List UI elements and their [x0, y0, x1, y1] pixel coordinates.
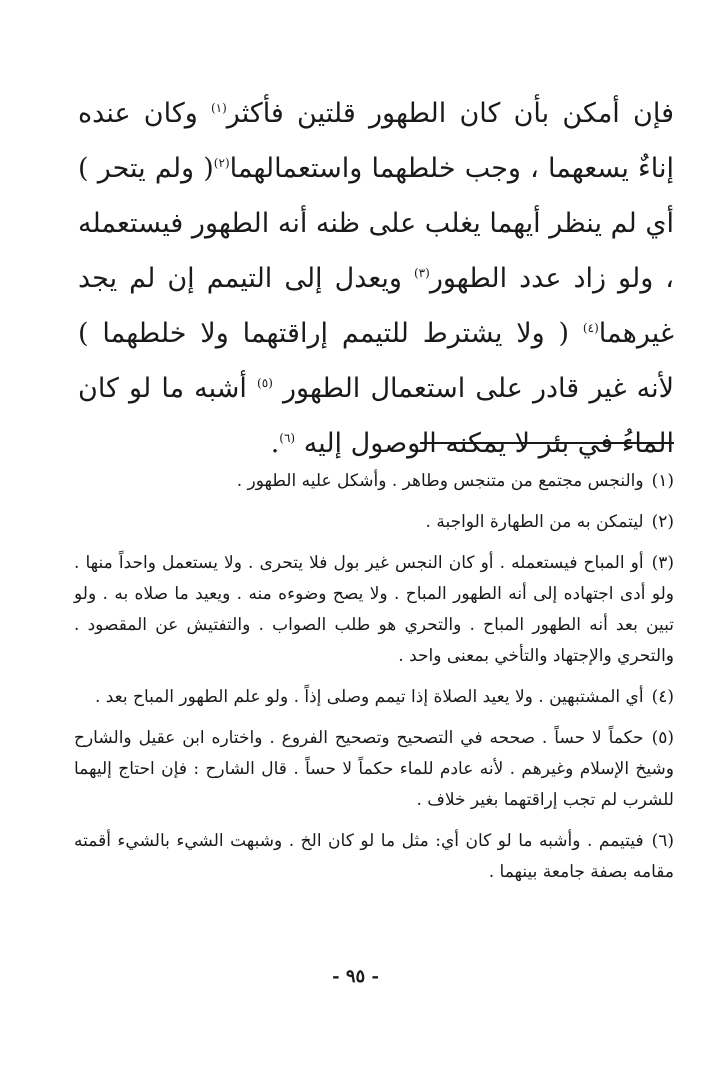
main-text-segment: فإن أمكن بأن كان الطهور قلتين فأكثر [226, 98, 674, 129]
main-text-segment: وكان عنده إناءٌ يسعهما ، وجب خلطهما واستعمالهما [78, 98, 674, 184]
footnote-reference[interactable]: (٣) [413, 266, 430, 280]
main-text-segment: ( ولا يشترط للتيمم إراقتهما ولا خلطهما ) لأنه غير قادر على استعمال الطهور [78, 318, 675, 404]
footnote-text: ليتمكن به من الطهارة الواجبة . [425, 512, 644, 532]
footnote [74, 682, 674, 713]
footnote-number: (٣) [651, 553, 674, 573]
footnote-text: أي المشتبهين . ولا يعيد الصلاة إذا تيمم وصلى إذاً . ولو علم الطهور المباح بعد . [94, 687, 644, 707]
page-number: - ٩٥ - [332, 966, 379, 987]
footnote-text: حكماً لا حساً . صححه في التصحيح وتصحيح الفروع . واختاره ابن عقيل والشارح وشيخ الإسلام وغيرهم . لأنه عادم للماء حكماً لا حساً . قال الشارح : فإن احتاج إليهما للشرب لم تجب إراقتهما بغير خلاف . [74, 728, 674, 810]
footnote-text: فيتيمم . وأشبه ما لو كان أي: مثل ما لو كان الخ . وشبهت الشيء بالشيء أقمته مقامه بصفة جامعة بينهما . [74, 831, 674, 882]
footnote-reference[interactable]: (٦) [279, 431, 296, 445]
footnote [74, 507, 674, 538]
footnote-reference[interactable]: (٢) [213, 156, 230, 170]
footnote [74, 826, 674, 888]
footnote-number: (٥) [651, 728, 674, 748]
footnote-number: (١) [651, 471, 674, 491]
main-text-body [78, 86, 674, 471]
footnote [74, 723, 674, 816]
footnote-reference[interactable]: (١) [210, 101, 227, 115]
main-text-segment: أشبه ما لو كان الماءُ في بئر لا يمكنه الوصول إليه [78, 373, 674, 459]
footnote-reference[interactable]: (٥) [257, 376, 273, 390]
footnote-number: (٤) [651, 687, 674, 707]
main-text-segment: . [270, 428, 280, 459]
footnote-number: (٦) [651, 831, 674, 851]
main-paragraph [78, 86, 674, 471]
main-text-segment: ويعدل إلى التيمم إن لم يجد غيرهما [78, 263, 674, 349]
footnote-separator [420, 442, 674, 444]
footnote [74, 466, 674, 497]
footnote [74, 548, 674, 672]
footnote-reference[interactable]: (٤) [582, 321, 599, 335]
footnote-text: أو المباح فيستعمله . أو كان النجس غير بول فلا يتحرى . ولا يستعمل واحداً منها . ولو أدى اجتهاده إلى أنه الطهور المباح . ولا يصح وضوءه منه . ويعيد ما صلاه به . ولو تبين بعد أنه الطهور المباح . والتحري هو طلب الصواب . والتفتيش عن المقصود . والتحري والإجتهاد والتأخي بمعنى واحد . [74, 553, 674, 666]
footnote-text: والنجس مجتمع من متنجس وطاهر . وأشكل عليه الطهور . [236, 471, 644, 491]
footnotes-section [74, 466, 674, 898]
main-text-segment: ( ولم يتحر ) أي لم ينظر أيهما يغلب على ظنه أنه الطهور فيستعمله ، ولو زاد عدد الطهور [78, 153, 675, 294]
footnote-number: (٢) [651, 512, 674, 532]
